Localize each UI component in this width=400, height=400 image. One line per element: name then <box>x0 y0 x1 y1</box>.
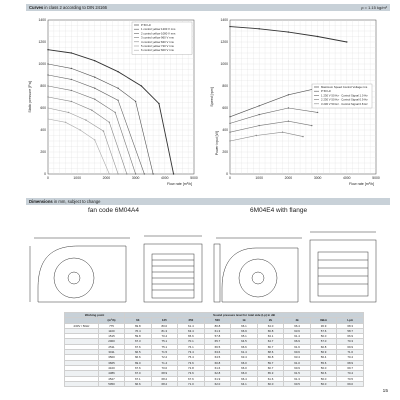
table-cell: 61.0 <box>284 360 311 365</box>
table-cell: 69.9 <box>337 344 364 349</box>
table-cell: 55.6 <box>310 360 337 365</box>
curves-header-bar <box>26 4 390 11</box>
data-point <box>47 49 48 50</box>
column-header: 125 <box>151 318 178 323</box>
x-tick-label: 1000 <box>255 176 263 180</box>
table-cell: 68.6 <box>257 350 284 355</box>
table-cell: 59.7 <box>257 360 284 365</box>
table-cell: 3011 <box>99 350 125 355</box>
table-cell: 56.4 <box>310 355 337 360</box>
table-cell: 62.0 <box>204 381 231 386</box>
data-point <box>94 139 95 140</box>
table-cell: 70.4 <box>151 334 178 339</box>
table-cell: 61.6 <box>284 344 311 349</box>
x-tick-label: 4000 <box>161 176 169 180</box>
housing-left-outline <box>38 246 126 302</box>
y-tick-label: 1000 <box>38 62 46 67</box>
table-cell: 68.9 <box>151 371 178 376</box>
table-cell: 57.8 <box>204 334 231 339</box>
table-cell: 56.0 <box>310 381 337 386</box>
table-cell: 36.9 <box>310 323 337 328</box>
data-point <box>229 140 230 141</box>
table-cell: 70.1 <box>178 339 205 344</box>
table-cell: 64.1 <box>231 381 258 386</box>
table-cell: 61.3 <box>284 376 311 381</box>
table-row <box>65 381 364 386</box>
table-cell: 61.3 <box>204 328 231 333</box>
data-point <box>259 114 260 115</box>
data-point <box>141 85 142 86</box>
housing-right-impeller <box>239 259 277 297</box>
table-cell: 71.6 <box>337 350 364 355</box>
data-point <box>91 110 92 111</box>
table-cell: 72.2 <box>151 355 178 360</box>
column-header: 500 <box>204 318 231 323</box>
table-cell: 73.4 <box>178 350 205 355</box>
table-cell: 56.6 <box>310 371 337 376</box>
table-cell: 63.6 <box>204 350 231 355</box>
table-cell: 76.1 <box>178 344 205 349</box>
table-cell: 58.7 <box>337 328 364 333</box>
table-cell: 61.4 <box>231 350 258 355</box>
table-cell: 60.9 <box>284 365 311 370</box>
table-cell: 75.1 <box>151 339 178 344</box>
data-point <box>317 36 318 37</box>
table-cell: 2000 <box>99 339 125 344</box>
data-point <box>259 105 260 106</box>
data-point <box>47 107 48 108</box>
y-axis-label: Speed [rpm] <box>210 87 214 107</box>
table-cell: 60.7 <box>257 365 284 370</box>
y-tick-label: 0 <box>44 172 46 177</box>
data-point <box>158 103 159 104</box>
data-point <box>71 52 72 53</box>
table-cell: 775 <box>99 323 125 328</box>
data-point <box>94 99 95 100</box>
data-point <box>79 129 80 130</box>
x-tick-label: 5000 <box>372 176 380 180</box>
data-point <box>109 173 110 174</box>
table-cell: 66.9 <box>231 328 258 333</box>
x-tick-label: 0 <box>229 176 231 180</box>
housing-left-impeller <box>54 258 94 298</box>
table-cell <box>65 381 99 386</box>
table-cell: 75.4 <box>178 355 205 360</box>
table-cell: 50.0 <box>310 334 337 339</box>
legend-entry: 4 control yellow 840 V rms <box>141 39 174 44</box>
table-cell: 1515 <box>99 334 125 339</box>
data-point <box>311 125 312 126</box>
x-tick-label: 0 <box>47 176 49 180</box>
table-cell: 66.9 <box>337 334 364 339</box>
data-point <box>47 63 48 64</box>
legend-entry: 3 control yellow 960 V rms <box>141 35 174 40</box>
data-point <box>94 60 95 61</box>
table-cell: 4527 <box>99 376 125 381</box>
y-tick-label: 400 <box>40 128 46 133</box>
table-cell: 66.0 <box>231 360 258 365</box>
table-cell: 66.5 <box>125 350 152 355</box>
speed-power-chart <box>208 14 384 192</box>
table-cell: 69.8 <box>125 323 152 328</box>
data-point <box>117 88 118 89</box>
data-point <box>47 96 48 97</box>
table-cell: 69.0 <box>337 381 364 386</box>
data-point <box>71 101 72 102</box>
sound-pressure-table <box>64 312 364 387</box>
table-cell: 63.4 <box>284 355 311 360</box>
table-cell: 56.0 <box>310 376 337 381</box>
table-cell: 65.1 <box>231 334 258 339</box>
y-tick-label: 1200 <box>220 40 228 45</box>
data-point <box>94 88 95 89</box>
table-cell: 73.6 <box>178 360 205 365</box>
table-cell: 63.4 <box>231 355 258 360</box>
y-tick-label: 600 <box>40 106 46 111</box>
table-cell: 62.8 <box>204 371 231 376</box>
legend-entry: 3 230 V 50 Hz · Control Signal 0.8 Hz <box>321 101 368 106</box>
x-tick-label: 3000 <box>131 176 140 180</box>
sound-level-header: Sound pressure level for total side (Lp) in dB <box>125 313 364 318</box>
data-point <box>94 77 95 78</box>
table-cell: 61.4 <box>284 334 311 339</box>
x-tick-label: 4000 <box>343 176 351 180</box>
table-cell: 67.6 <box>125 365 152 370</box>
data-point <box>103 130 104 131</box>
table-cell: 66.4 <box>231 376 258 381</box>
table-cell: 230V / 50Hz <box>65 323 99 328</box>
legend-entry: P 50 Hz <box>141 23 151 27</box>
table-cell: 65.3 <box>257 371 284 376</box>
table-cell: 67.6 <box>178 376 205 381</box>
data-point <box>259 28 260 29</box>
table-cell: 60.0 <box>257 381 284 386</box>
table-cell: 61.9 <box>204 376 231 381</box>
data-point <box>71 68 72 69</box>
table-cell: 75.1 <box>151 344 178 349</box>
data-point <box>117 173 118 174</box>
table-cell: 70.4 <box>337 355 364 360</box>
data-point <box>135 101 136 102</box>
x-axis-label: Flow rate [m³/h] <box>167 182 192 186</box>
data-point <box>117 100 118 101</box>
table-cell: 70.3 <box>337 339 364 344</box>
data-point <box>71 90 72 91</box>
data-point <box>288 121 289 122</box>
y-tick-label: 800 <box>40 84 46 89</box>
table-cell: 5050 <box>99 381 125 386</box>
data-point <box>152 173 153 174</box>
table-cell: 67.3 <box>125 339 152 344</box>
data-point <box>229 116 230 117</box>
flange-right <box>214 244 220 302</box>
data-point <box>229 123 230 124</box>
table-cell: 60.5 <box>284 381 311 386</box>
table-cell: 68.2 <box>151 376 178 381</box>
data-point <box>68 112 69 113</box>
data-point <box>144 173 145 174</box>
column-header: (m³/h) <box>99 318 125 323</box>
data-point <box>288 107 289 108</box>
table-cell: 60.8 <box>204 360 231 365</box>
data-point <box>135 173 136 174</box>
table-cell: 66.6 <box>231 344 258 349</box>
table-cell: 66.8 <box>257 355 284 360</box>
data-point <box>47 85 48 86</box>
table-cell: 63.6 <box>284 328 311 333</box>
table-cell: 65.7 <box>204 339 231 344</box>
table-cell: 66.0 <box>231 371 258 376</box>
x-tick-label: 2000 <box>102 176 111 180</box>
data-point <box>117 71 118 72</box>
table-cell: 56.9 <box>310 350 337 355</box>
data-point <box>256 135 257 136</box>
data-point <box>259 125 260 126</box>
table-cell: 59.8 <box>125 334 152 339</box>
table-cell: 63.4 <box>178 328 205 333</box>
table-cell: 4100 <box>99 365 125 370</box>
table-cell: 1100 <box>99 328 125 333</box>
table-cell: 72.8 <box>178 365 205 370</box>
table-cell: 64.5 <box>231 339 258 344</box>
table-cell: 68.3 <box>337 323 364 328</box>
table-cell: 70.5 <box>337 376 364 381</box>
legend-entry: 2 230 V 50 Hz · Control Signal 0.9 Hz <box>321 97 368 102</box>
table-cell: 66.7 <box>257 344 284 349</box>
x-tick-label: 2000 <box>284 176 293 180</box>
y-tick-label: 0 <box>226 172 228 177</box>
table-cell: 66.6 <box>125 355 152 360</box>
legend-entry: P 50 Hz <box>321 89 331 94</box>
legend-entry: 1 control yellow 1200 V rms <box>141 27 176 32</box>
side-view-right <box>310 240 376 302</box>
table-cell: 66.6 <box>125 381 152 386</box>
column-header: 4k <box>284 318 311 323</box>
y-axis-label: Static pressure [Pa] <box>28 81 32 113</box>
y-tick-label: 1400 <box>38 18 46 23</box>
column-header: LpA <box>337 318 364 323</box>
dimensions-title: Dimensions in mm, subject to change <box>29 199 101 204</box>
table-cell: 70.4 <box>337 371 364 376</box>
chart-svg <box>208 14 384 192</box>
side-view-left <box>144 244 202 302</box>
table-cell: 71.0 <box>178 381 205 386</box>
column-header: 1k <box>231 318 258 323</box>
data-point <box>302 136 303 137</box>
table-cell: 66.0 <box>231 365 258 370</box>
table-cell: 61.6 <box>257 376 284 381</box>
working-point-header: Working point <box>65 313 125 318</box>
table-cell: 81.3 <box>151 328 178 333</box>
x-tick-label: 3000 <box>313 176 322 180</box>
column-header: 8kHz <box>310 318 337 323</box>
data-point <box>288 31 289 32</box>
y-tick-label: 1000 <box>220 62 228 67</box>
table-cell: 56.0 <box>310 365 337 370</box>
data-point <box>47 118 48 119</box>
table-cell: 68.9 <box>337 360 364 365</box>
page-number: 15 <box>382 389 388 394</box>
curves-title: Curves in class 2 according to DIN 24166 <box>29 5 107 10</box>
table-cell: 3500 <box>99 355 125 360</box>
dimension-drawings <box>26 216 390 306</box>
data-point <box>71 79 72 80</box>
table-cell: 67.6 <box>125 344 152 349</box>
table-cell: 80.0 <box>151 323 178 328</box>
table-cell: 4386 <box>99 371 125 376</box>
y-tick-label: 1400 <box>220 18 228 23</box>
y-tick-label: 200 <box>222 150 228 155</box>
legend-entry: 5 control yellow 720 V rms <box>141 44 174 48</box>
table-cell: 67.0 <box>125 371 152 376</box>
table-cell: 64.5 <box>204 355 231 360</box>
data-point <box>346 41 347 42</box>
table-cell: 69.0 <box>125 360 152 365</box>
y2-axis-label: Power input [W] <box>215 131 219 156</box>
table-cell: 66.5 <box>204 344 231 349</box>
table-cell: 65.6 <box>178 334 205 339</box>
table-cell: 61.6 <box>204 365 231 370</box>
table-cell: 66.9 <box>284 339 311 344</box>
data-point <box>47 74 48 75</box>
table-cell: 66.4 <box>284 323 311 328</box>
table-cell: 76.4 <box>125 328 152 333</box>
y-tick-label: 600 <box>222 106 228 111</box>
x-tick-label: 5000 <box>190 176 198 180</box>
table-cell: 71.4 <box>151 360 178 365</box>
x-tick-label: 1000 <box>73 176 81 180</box>
column-header: 63 <box>125 318 152 323</box>
dimensions-header-bar <box>26 198 390 205</box>
legend-entry: 2 control yellow 1080 V rms <box>141 31 176 36</box>
chart-svg <box>26 14 202 192</box>
data-point <box>126 173 127 174</box>
table-cell: 57.0 <box>310 339 337 344</box>
table-cell: 64.7 <box>257 339 284 344</box>
table-cell: 71.5 <box>151 350 178 355</box>
y-tick-label: 200 <box>40 150 46 155</box>
data-point <box>229 26 230 27</box>
y-tick-label: 1200 <box>38 40 46 45</box>
data-point <box>109 122 110 123</box>
table-cell: 70.0 <box>151 365 178 370</box>
legend-entry: 1 230 V 50 Hz · Control Signal 1.0 Hz <box>321 93 368 98</box>
table-cell: 66.1 <box>231 323 258 328</box>
y-tick-label: 400 <box>222 128 228 133</box>
data-point <box>114 112 115 113</box>
table-cell: 57.6 <box>310 328 337 333</box>
table-cell: 64.0 <box>257 323 284 328</box>
housing-right-outline <box>222 248 298 302</box>
table-cell: 73.6 <box>178 371 205 376</box>
x-axis-label: Flow rate [m³/h] <box>349 182 374 186</box>
density-note: ρ = 1.15 kg/m³ <box>361 5 387 10</box>
data-point <box>229 132 230 133</box>
legend-entry: Maximum Speed Control Voltage rms <box>321 85 368 89</box>
table-cell: 63.1 <box>257 334 284 339</box>
fan-code-right: 6M04E4 with flange <box>250 207 308 214</box>
y-tick-label: 800 <box>222 84 228 89</box>
data-point <box>317 112 318 113</box>
table-body <box>65 323 364 387</box>
data-point <box>173 173 174 174</box>
table-cell: 67.1 <box>125 376 152 381</box>
data-point <box>288 94 289 95</box>
data-point <box>282 132 283 133</box>
data-point <box>65 122 66 123</box>
column-header: 2k <box>257 318 284 323</box>
table-cell: 68.2 <box>151 381 178 386</box>
table-cell: 80.8 <box>204 323 231 328</box>
data-point <box>85 119 86 120</box>
fan-code-left: fan code 6M04A4 <box>88 207 139 214</box>
table-cell: 60.8 <box>310 344 337 349</box>
table-cell: 2511 <box>99 344 125 349</box>
table-cell: 61.4 <box>178 323 205 328</box>
pressure-curve-chart <box>26 14 202 192</box>
table-cell: 66.8 <box>257 328 284 333</box>
table-cell: 69.7 <box>337 365 364 370</box>
table-cell: 60.6 <box>284 350 311 355</box>
legend-entry: 6 control yellow 600 V rms <box>141 48 174 53</box>
table-cell: 61.5 <box>284 371 311 376</box>
table-cell: 3665 <box>99 360 125 365</box>
column-header: 250 <box>178 318 205 323</box>
